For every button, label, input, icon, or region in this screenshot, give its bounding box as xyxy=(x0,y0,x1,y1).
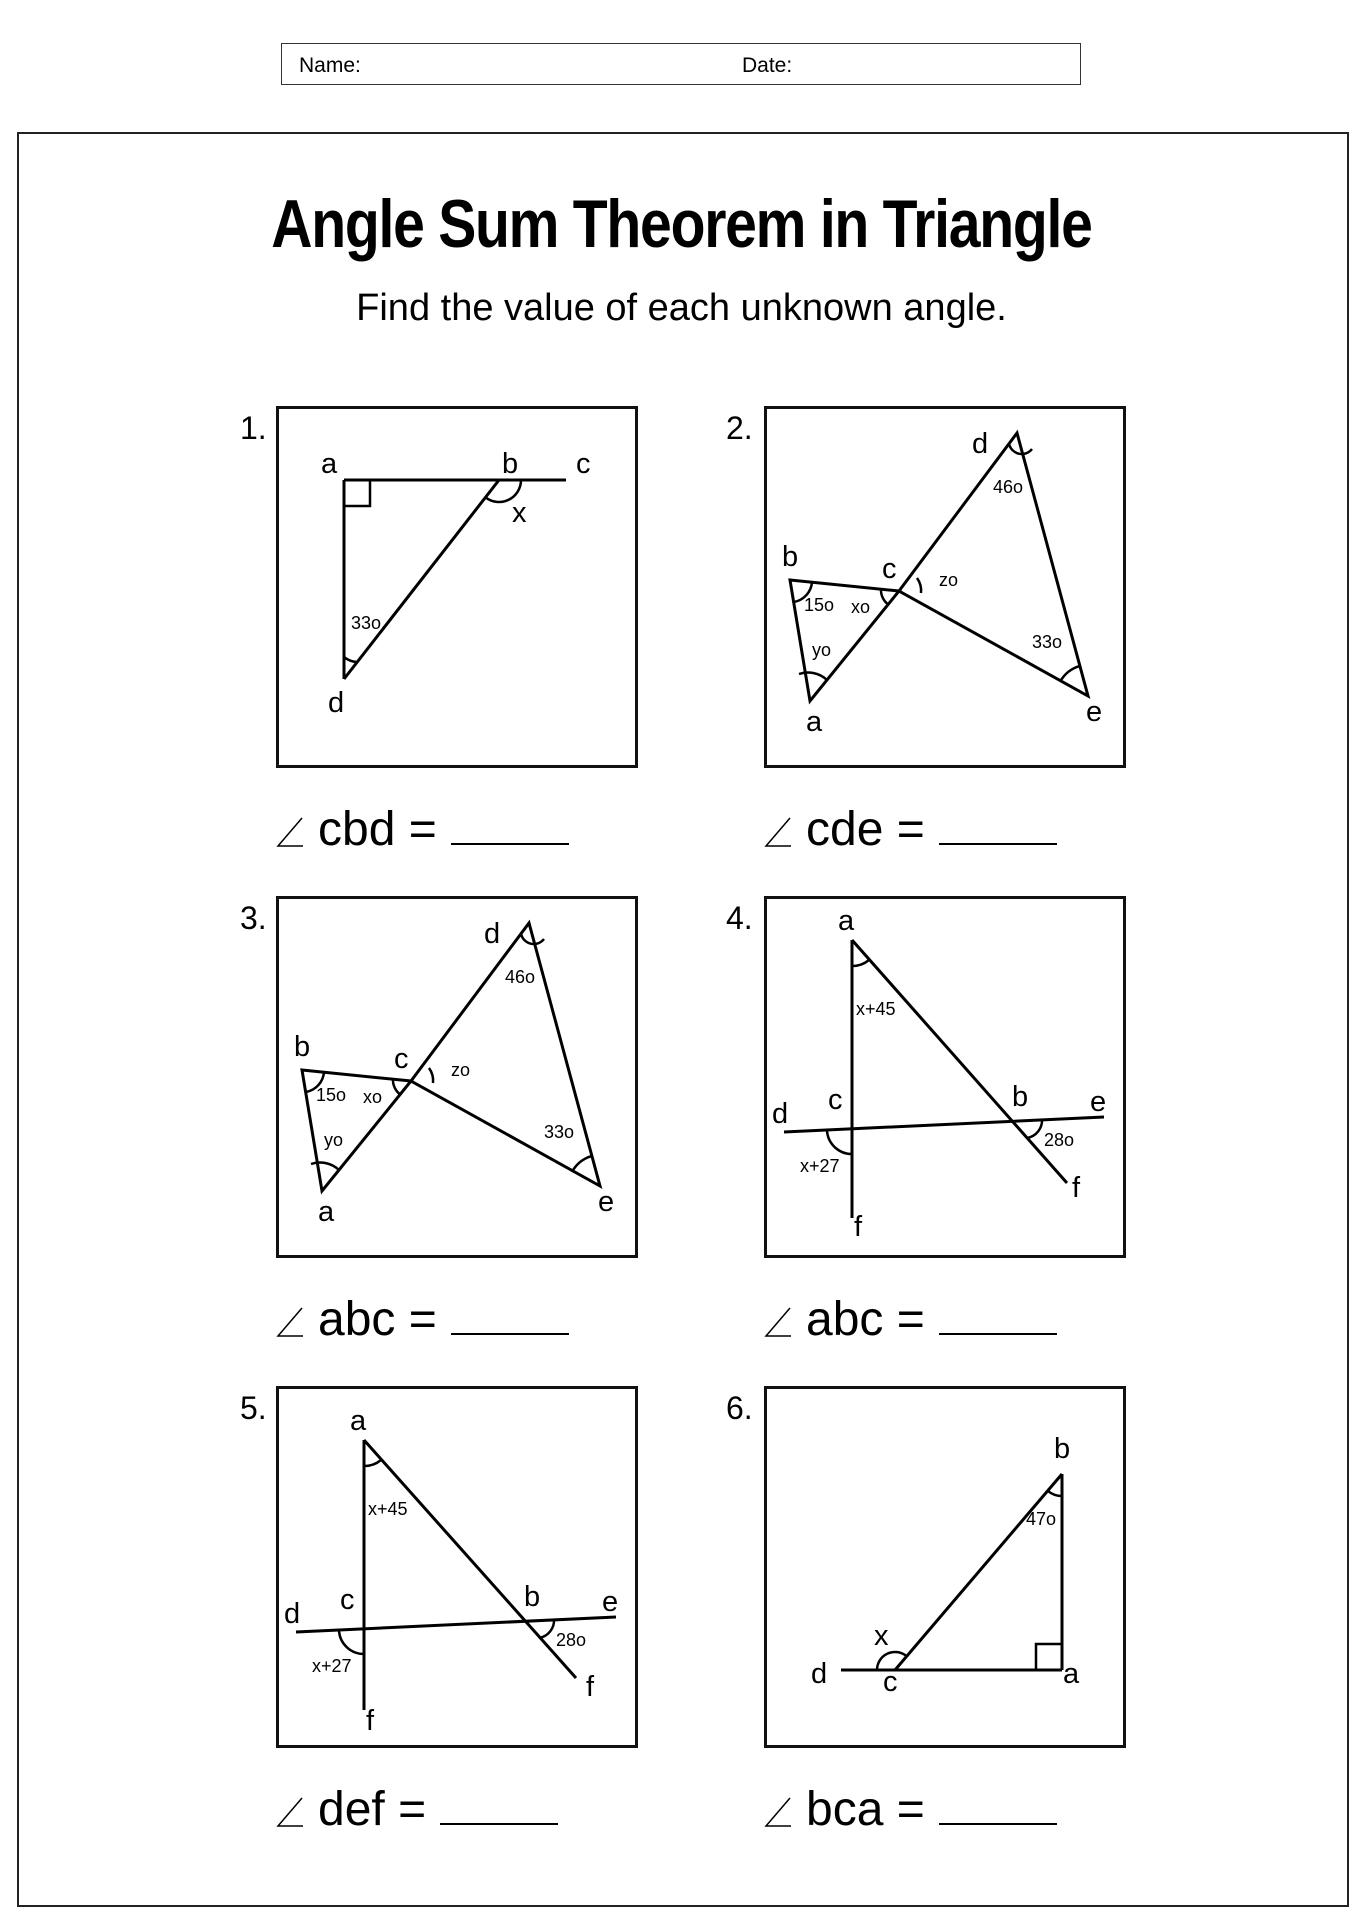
problem-1-number: 1. xyxy=(240,410,267,446)
problem-6-answer-text: bca = xyxy=(806,1783,925,1836)
problem-1-answer-text: cbd = xyxy=(318,803,437,856)
problem-2-diagram xyxy=(764,406,1126,768)
p5-label-c: c xyxy=(339,1583,354,1616)
p5-angle-c: x+27 xyxy=(311,1655,352,1676)
p2-label-c: c xyxy=(881,552,896,585)
p1-label-c: c xyxy=(575,447,590,480)
p6-angle-b: 47o xyxy=(1025,1508,1056,1529)
p5-label-f-right: f xyxy=(585,1670,594,1703)
p4-angle-a: x+45 xyxy=(855,998,896,1019)
p6-label-d: d xyxy=(810,1657,827,1690)
problem-5-figure xyxy=(276,1386,638,1748)
angle-symbol-icon xyxy=(276,1796,304,1828)
p3-angle-d: 46o xyxy=(504,966,535,987)
p2-angle-y: yo xyxy=(811,639,831,660)
p2-angle-z: zo xyxy=(938,569,958,590)
problem-4-answer-blank[interactable] xyxy=(939,1293,1057,1335)
p2-angle-e: 33o xyxy=(1031,631,1062,652)
problem-3-answer xyxy=(276,1292,569,1347)
name-date-bar xyxy=(281,43,1081,85)
problem-2-answer-text: cde = xyxy=(806,803,925,856)
p4-label-e: e xyxy=(1089,1085,1106,1118)
problem-6-answer xyxy=(764,1782,1057,1837)
angle-symbol-icon xyxy=(276,1306,304,1338)
problem-3-answer-text: abc = xyxy=(318,1293,437,1346)
p4-label-b: b xyxy=(1011,1080,1028,1113)
problem-4-figure xyxy=(764,896,1126,1258)
problem-1-diagram xyxy=(276,406,638,768)
p5-label-d: d xyxy=(283,1597,300,1630)
p6-label-b: b xyxy=(1053,1432,1070,1465)
p1-label-a: a xyxy=(320,447,337,480)
p5-angle-a: x+45 xyxy=(367,1498,408,1519)
angle-symbol-icon xyxy=(276,816,304,848)
p4-label-f-bottom: f xyxy=(853,1210,862,1243)
problem-1-answer xyxy=(276,802,569,857)
p3-angle-y: yo xyxy=(323,1129,343,1150)
problem-1-figure xyxy=(276,406,638,768)
p1-label-d: d xyxy=(327,686,344,719)
p2-angle-b: 15o xyxy=(803,594,834,615)
problem-4-diagram xyxy=(764,896,1126,1258)
p2-label-b: b xyxy=(781,540,798,573)
problem-5-answer xyxy=(276,1782,558,1837)
date-label: Date: xyxy=(742,54,793,77)
angle-symbol-icon xyxy=(764,1306,792,1338)
angle-symbol-icon xyxy=(764,1796,792,1828)
p4-label-f-right: f xyxy=(1071,1171,1080,1204)
problem-5-number: 5. xyxy=(240,1390,267,1426)
problem-6-number: 6. xyxy=(726,1390,753,1426)
p2-angle-d: 46o xyxy=(992,476,1023,497)
angle-symbol-icon xyxy=(764,816,792,848)
p3-angle-e: 33o xyxy=(543,1121,574,1142)
problem-2-answer-blank[interactable] xyxy=(939,803,1057,845)
problem-4-answer-text: abc = xyxy=(806,1293,925,1346)
problem-2-number: 2. xyxy=(726,410,753,446)
p1-angle-d: 33o xyxy=(350,612,381,633)
problem-6-diagram xyxy=(764,1386,1126,1748)
p5-label-f-bottom: f xyxy=(365,1704,374,1737)
problem-2-answer xyxy=(764,802,1057,857)
p3-angle-z: zo xyxy=(450,1059,470,1080)
problem-3-diagram xyxy=(276,896,638,1258)
p4-label-a: a xyxy=(837,904,854,937)
problem-1-answer-blank[interactable] xyxy=(451,803,569,845)
p2-label-d: d xyxy=(971,427,988,460)
p3-angle-x: xo xyxy=(362,1086,382,1107)
worksheet-instructions: Find the value of each unknown angle. xyxy=(356,287,1007,329)
p5-angle-b: 28o xyxy=(555,1629,586,1650)
p5-label-a: a xyxy=(349,1404,366,1437)
p2-label-a: a xyxy=(805,705,822,738)
problem-6-answer-blank[interactable] xyxy=(939,1783,1057,1825)
problem-4-number: 4. xyxy=(726,900,753,936)
p3-label-c: c xyxy=(393,1042,408,1075)
p2-label-e: e xyxy=(1085,695,1102,728)
p3-angle-b: 15o xyxy=(315,1084,346,1105)
p6-label-c: c xyxy=(882,1665,897,1698)
p6-label-x: x xyxy=(873,1619,888,1652)
p4-label-d: d xyxy=(771,1097,788,1130)
problem-6-figure xyxy=(764,1386,1126,1748)
problem-3-figure xyxy=(276,896,638,1258)
problem-3-number: 3. xyxy=(240,900,267,936)
name-label: Name: xyxy=(299,54,361,77)
p1-label-b: b xyxy=(501,447,518,480)
worksheet-frame xyxy=(17,132,1349,1907)
p3-label-a: a xyxy=(317,1195,334,1228)
p2-angle-x: xo xyxy=(850,596,870,617)
problem-5-answer-blank[interactable] xyxy=(440,1783,558,1825)
worksheet-title: Angle Sum Theorem in Triangle xyxy=(271,186,1092,262)
p3-label-d: d xyxy=(483,917,500,950)
p3-label-b: b xyxy=(293,1030,310,1063)
p5-label-b: b xyxy=(523,1580,540,1613)
p4-angle-c: x+27 xyxy=(799,1155,840,1176)
p6-label-a: a xyxy=(1062,1657,1079,1690)
problem-3-answer-blank[interactable] xyxy=(451,1293,569,1335)
p4-label-c: c xyxy=(827,1083,842,1116)
p5-label-e: e xyxy=(601,1585,618,1618)
p1-label-x: x xyxy=(511,496,526,529)
problem-2-figure xyxy=(764,406,1126,768)
p4-angle-b: 28o xyxy=(1043,1129,1074,1150)
problem-4-answer xyxy=(764,1292,1057,1347)
p3-label-e: e xyxy=(597,1185,614,1218)
problem-5-diagram xyxy=(276,1386,638,1748)
problem-5-answer-text: def = xyxy=(318,1783,427,1836)
